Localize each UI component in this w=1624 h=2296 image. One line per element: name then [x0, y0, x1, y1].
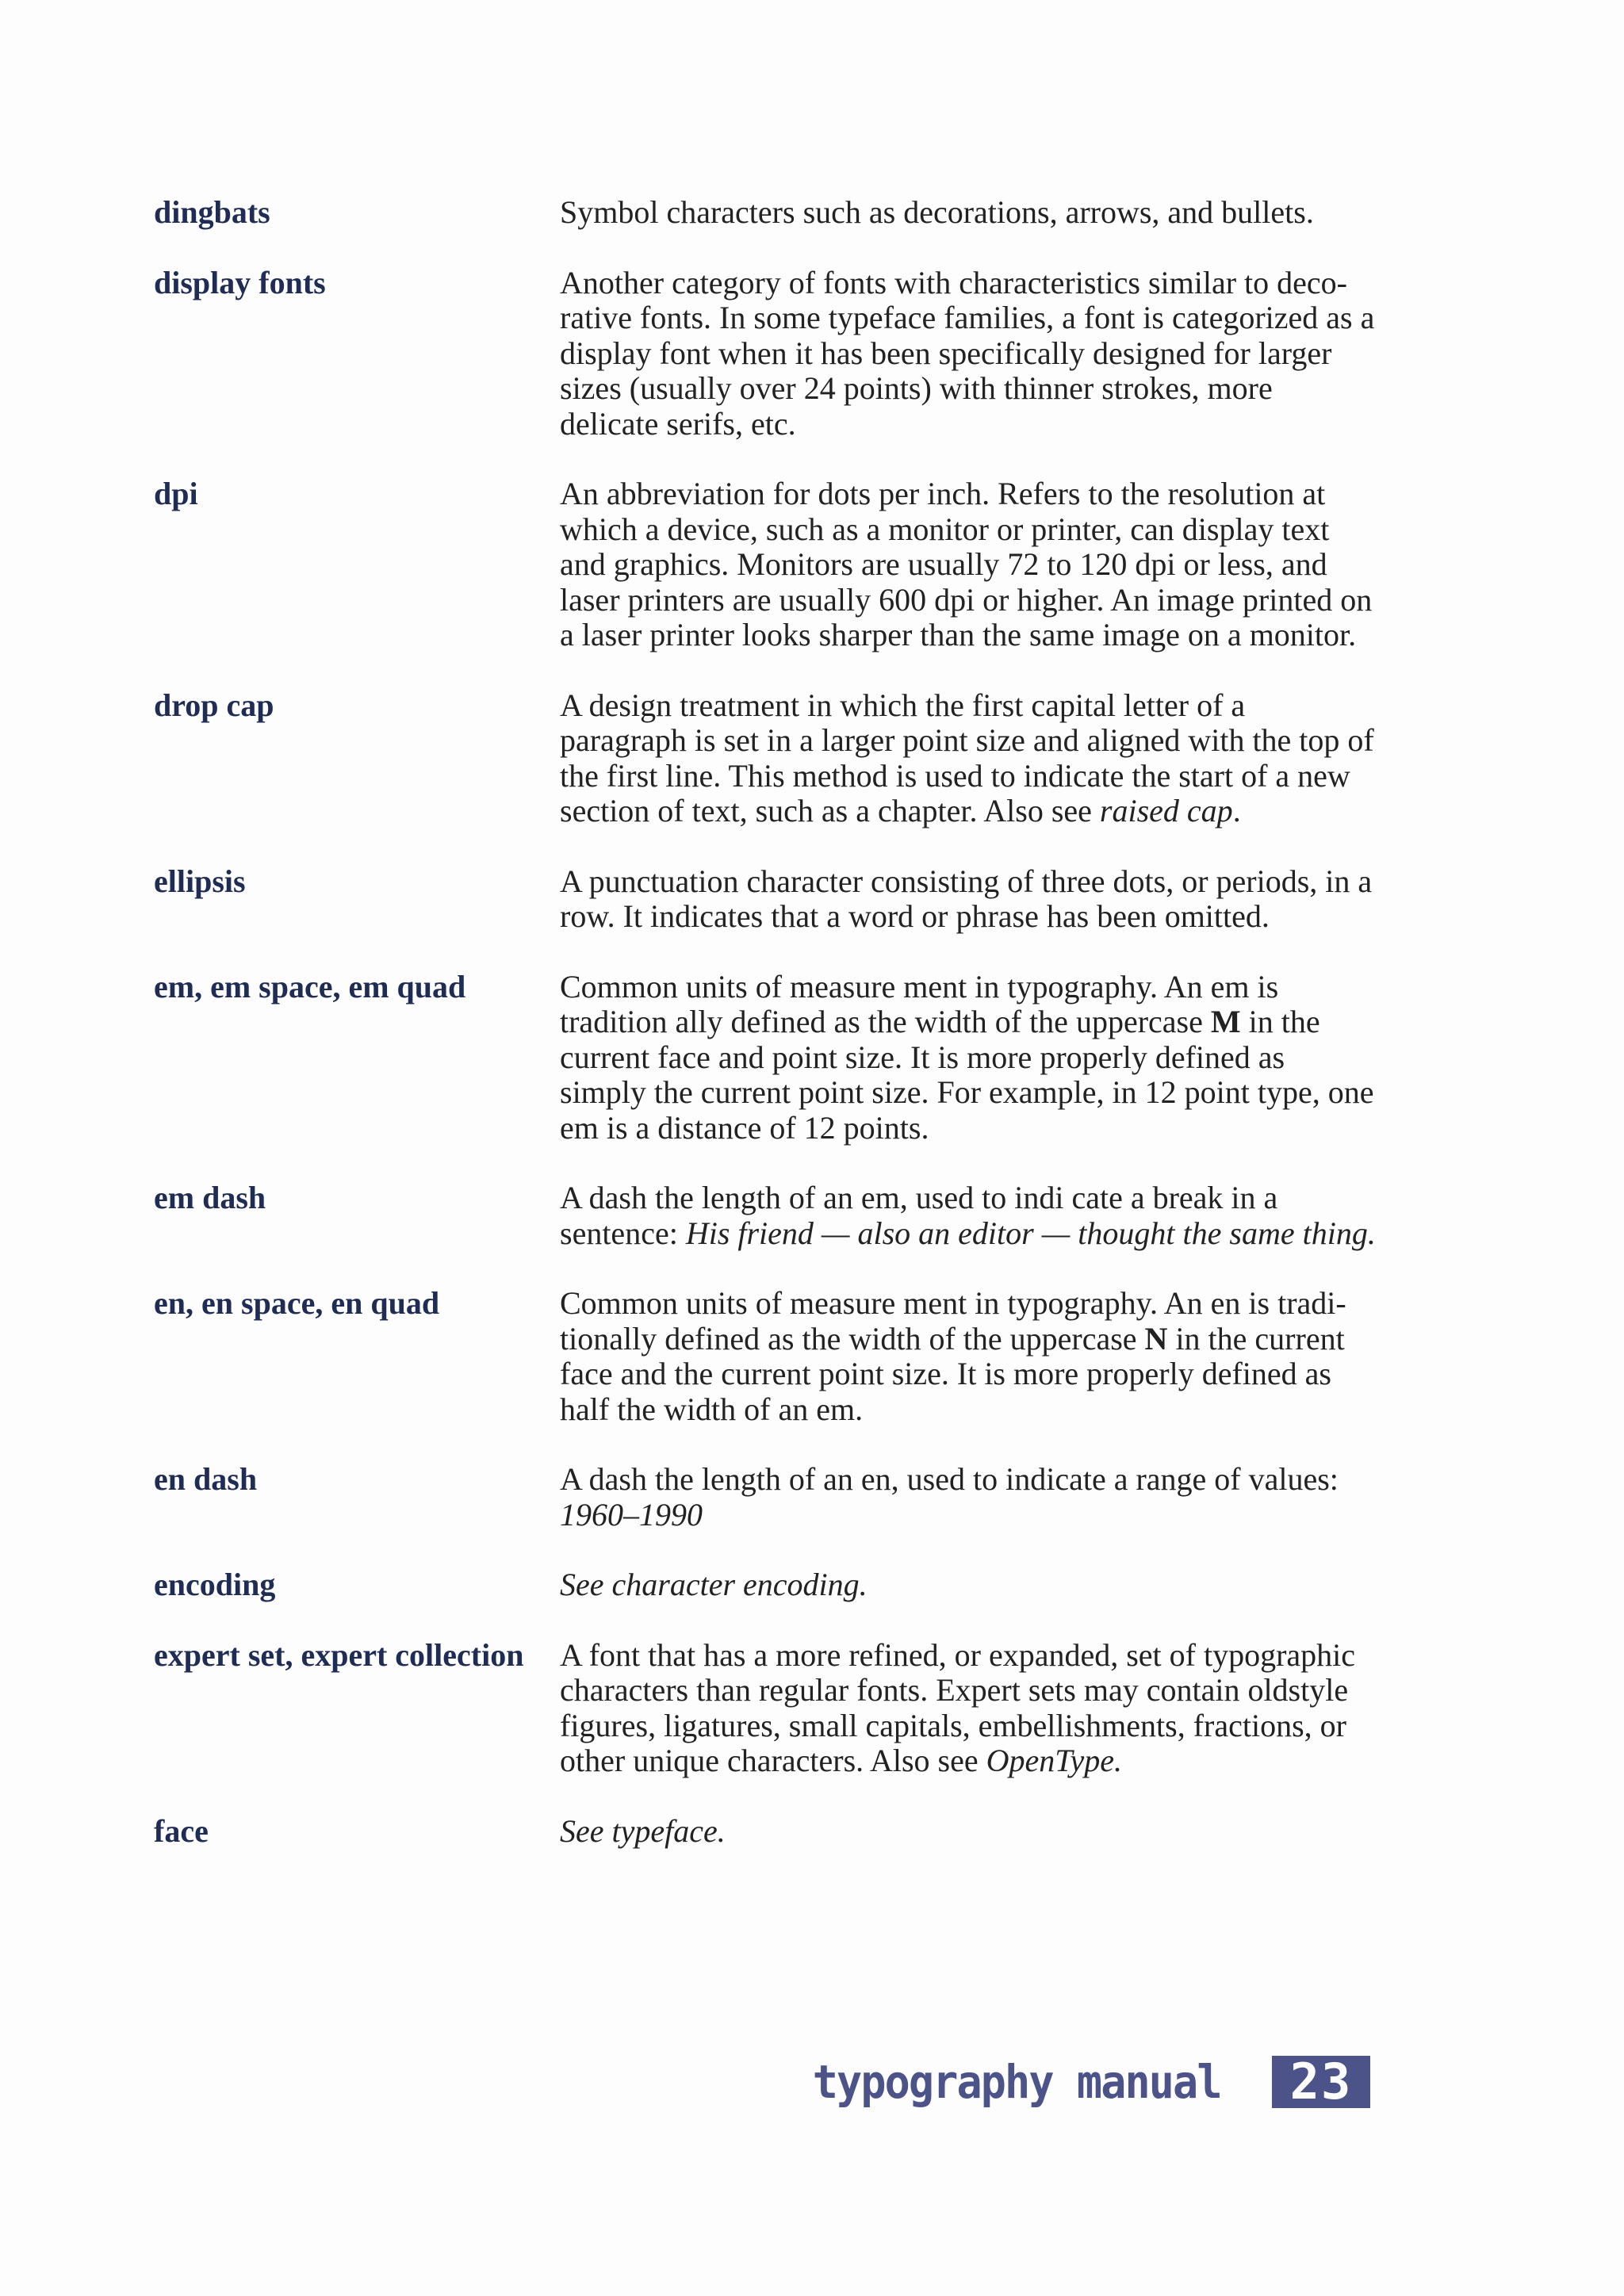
glossary-definition — [560, 970, 1378, 1146]
definition-text: See character encoding. — [560, 1567, 868, 1602]
glossary-entry — [154, 1567, 1391, 1603]
definition-text: in the current face and the current point size. It is more properly defined as half the width of an em. — [560, 1320, 1345, 1427]
glossary-term: em, em space, em quad — [154, 968, 466, 1004]
definition-text: Common units of measure ment in typography. An em is tradition ally defined as the width of the uppercase — [560, 968, 1279, 1039]
definition-text: N — [1144, 1320, 1168, 1357]
definition-text: 1960–1990 — [560, 1496, 703, 1533]
manual-title: typography manual — [813, 2055, 1221, 2109]
glossary-definition — [560, 1567, 1378, 1603]
definition-text: Common units of measure ment in typography. An en is tradi-tionally defined as the width of the uppercase — [560, 1285, 1346, 1357]
glossary-term: display fonts — [154, 264, 326, 300]
glossary-definition — [560, 1181, 1378, 1251]
glossary-term: drop cap — [154, 687, 274, 723]
page-number: 23 — [1272, 2056, 1370, 2108]
glossary-definition — [560, 864, 1378, 935]
definition-text: OpenType. — [986, 1743, 1123, 1778]
glossary-entry — [154, 195, 1391, 231]
glossary-entry — [154, 970, 1391, 1146]
glossary-entry — [154, 1181, 1391, 1251]
glossary-list — [154, 195, 1391, 1884]
definition-text: A font that has a more refined, or expanded, set of typographic characters than regular fonts. Expert sets may contain oldstyle figures, ligatures, small capitals, embellishments, fractions, or other unique characters. Also see — [560, 1636, 1356, 1778]
glossary-entry — [154, 864, 1391, 935]
glossary-term: expert set, expert collection — [154, 1636, 524, 1673]
glossary-term: em dash — [154, 1180, 266, 1215]
glossary-term: en dash — [154, 1461, 258, 1497]
definition-text: Another category of fonts with characteristics similar to deco-rative fonts. In some typeface families, a font is categorized as a display font when it has been specifically designed for larger sizes (usually over 24 points) with thinner strokes, more delicate serifs, etc. — [560, 264, 1375, 442]
definition-text: . — [1232, 793, 1241, 828]
glossary-definition — [560, 266, 1378, 442]
glossary-entry — [154, 1638, 1391, 1779]
definition-text: raised cap — [1099, 793, 1233, 828]
definition-text: See typeface. — [560, 1812, 726, 1849]
glossary-term: en, en space, en quad — [154, 1285, 440, 1321]
glossary-definition — [560, 688, 1378, 829]
glossary-term: dingbats — [154, 194, 270, 230]
glossary-definition — [560, 1814, 1378, 1850]
definition-text: Symbol characters such as decorations, arrows, and bullets. — [560, 194, 1314, 230]
definition-text: A dash the length of an en, used to indicate a range of values: — [560, 1461, 1339, 1497]
glossary-entry — [154, 1286, 1391, 1427]
glossary-term: encoding — [154, 1567, 276, 1602]
definition-text: A dash the length of an em, used to indi cate a break in a sentence: — [560, 1180, 1278, 1251]
definition-text: in the current face and point size. It is more properly defined as simply the current point size. For example, in 12 point type, one em is a distance of 12 points. — [560, 1004, 1374, 1146]
definition-text: A punctuation character consisting of three dots, or periods, in a row. It indicates that a word or phrase has been omitted. — [560, 863, 1373, 934]
glossary-entry — [154, 266, 1391, 442]
glossary-term: ellipsis — [154, 863, 246, 899]
glossary-definition — [560, 195, 1378, 231]
glossary-definition — [560, 1286, 1378, 1427]
glossary-entry — [154, 688, 1391, 829]
glossary-term: dpi — [154, 476, 198, 511]
glossary-definition — [560, 1638, 1378, 1779]
glossary-entry — [154, 1814, 1391, 1850]
definition-text: An abbreviation for dots per inch. Refers to the resolution at which a device, such as a monitor or printer, can display text and graphics. Monitors are usually 72 to 120 dpi or less, and laser printers are usually 600 dpi or higher. An image printed on a laser printer looks sharper than the same image on a monitor. — [560, 476, 1373, 652]
page-footer — [777, 2055, 1370, 2109]
glossary-entry — [154, 476, 1391, 653]
glossary-definition — [560, 1462, 1378, 1533]
glossary-term: face — [154, 1812, 209, 1849]
glossary-entry — [154, 1462, 1391, 1533]
glossary-definition — [560, 476, 1378, 653]
definition-text: M — [1210, 1004, 1241, 1039]
definition-text: His friend — also an editor — thought the same thing. — [685, 1215, 1376, 1251]
definition-text: A design treatment in which the first capital letter of a paragraph is set in a larger point size and aligned with the top of the first line. This method is used to indicate the start of a new section of text, such as a chapter. Also see — [560, 687, 1374, 828]
